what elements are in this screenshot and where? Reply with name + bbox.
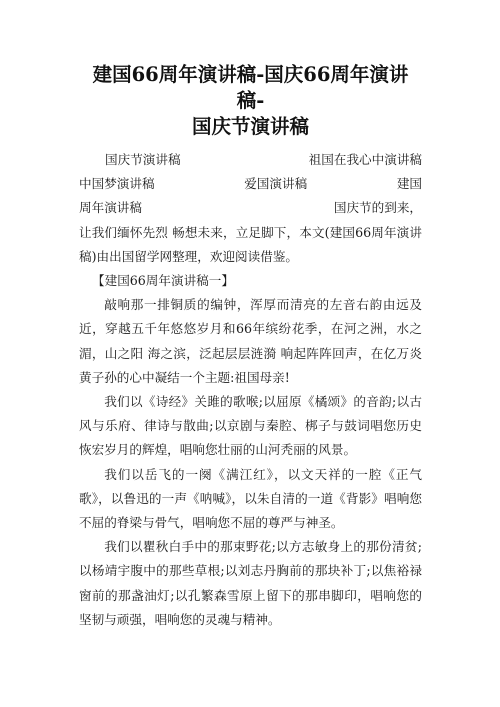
section-heading: 【建国66周年演讲稿一】 xyxy=(92,273,234,289)
document-body xyxy=(79,148,422,632)
body-paragraph: 我们以《诗经》关雎的歌喉;以屈原《橘颂》的音韵;以古风与乐府、律诗与散曲;以京剧与秦腔、梆子与鼓词唱您历史恢宏岁月的辉煌，唱响您壮丽的山河秃丽的风景。 xyxy=(79,394,422,458)
intro-start: 国庆节的到来， xyxy=(333,200,422,216)
title-line-2: 国庆节演讲稿 xyxy=(191,115,309,138)
title-line-1: 建国66周年演讲稿-国庆66周年演讲稿- xyxy=(92,63,409,112)
related-link[interactable]: 中国梦演讲稿 xyxy=(79,176,155,192)
document-title xyxy=(79,0,422,140)
related-link[interactable]: 爱国演讲稿 xyxy=(244,176,308,192)
related-link[interactable]: 国庆节演讲稿 xyxy=(105,152,181,167)
related-links-row-2 xyxy=(79,172,422,196)
related-link[interactable]: 祖国在我心中演讲稿 xyxy=(308,152,422,167)
body-paragraph: 敲响那一排铜质的编钟，浑厚而清亮的左音右韵由远及近，穿越五千年悠悠岁月和66年缤纷花季，在河之洲，水之湄，山之阳 海之滨，泛起层层涟漪 响起阵阵回声，在亿万炎黄子孙的心中凝结一个主题:祖国母亲! xyxy=(79,297,422,385)
related-links-row-3 xyxy=(79,196,422,220)
related-links-row-1 xyxy=(79,148,422,172)
body-paragraph: 我们以瞿秋白手中的那束野花;以方志敏身上的那份清贫;以杨靖宇腹中的那些草根;以刘志丹胸前的那块补丁;以焦裕禄窗前的那盏油灯;以孔繁森雪原上留下的那串脚印，唱响您的坚韧与顽强，唱响您的灵魂与精神。 xyxy=(79,539,422,627)
intro-paragraph: 让我们缅怀先烈 畅想未来，立足脚下，本文(建国66周年演讲稿)由出国留学网整理，欢迎阅读借鉴。 xyxy=(79,224,422,264)
body-paragraph: 我们以岳飞的一阕《满江红》，以文天祥的一腔《正气歌》，以鲁迅的一声《呐喊》，以朱自清的一道《背影》唱响您不屈的脊梁与骨气，唱响您不屈的尊严与神圣。 xyxy=(79,466,422,531)
related-link[interactable]: 周年演讲稿 xyxy=(79,200,142,216)
related-link[interactable]: 建国 xyxy=(396,176,422,192)
